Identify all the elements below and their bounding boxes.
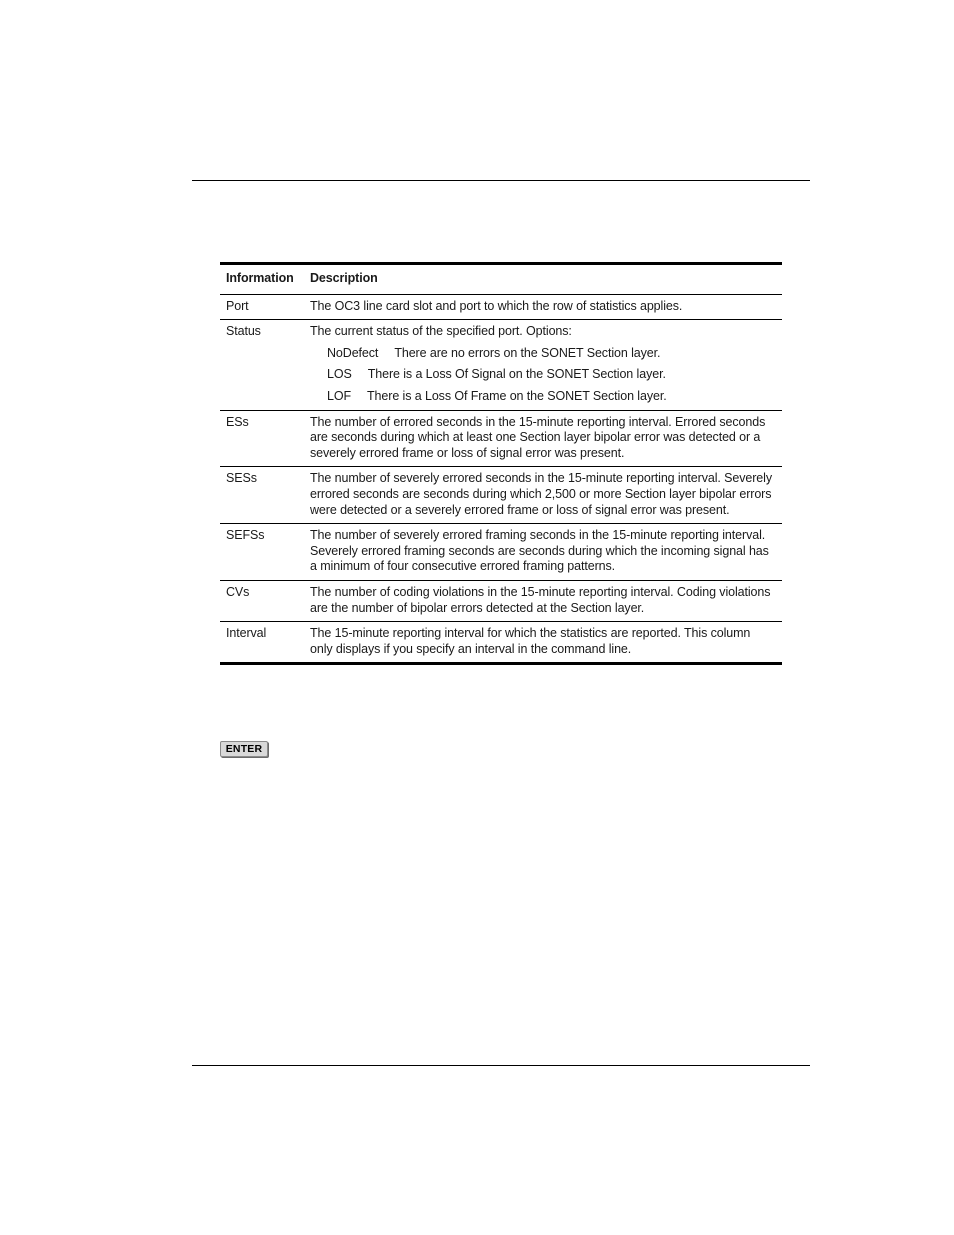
row-desc: The number of errored seconds in the 15-minute reporting interval. Errored seconds are seconds during which at least one Section layer bipolar error was detected or a severely errored frame or loss of signal error was present.	[304, 410, 782, 467]
status-option-lof	[327, 389, 776, 405]
row-desc: The number of severely errored seconds in the 15-minute reporting interval. Severely errored seconds are seconds during which 2,500 or more Section layer bipolar errors were detected or a severely errored frame or loss of signal error was present.	[304, 467, 782, 524]
row-info: Interval	[226, 626, 267, 641]
footer-rule	[192, 1065, 810, 1066]
table-row-interval	[220, 622, 782, 663]
option-term: LOF	[327, 388, 352, 403]
statistics-table	[220, 262, 782, 665]
table-row-cvs	[220, 580, 782, 621]
status-option-nodefect	[327, 346, 776, 362]
status-option-los	[327, 367, 776, 383]
row-info: Status	[220, 320, 304, 410]
row-desc: The number of severely errored framing seconds in the 15-minute reporting interval. Severely errored framing seconds are seconds during which the incoming signal has a minimum of four consecutive errored framing patterns.	[304, 524, 782, 581]
row-info: SESs	[220, 467, 304, 524]
header-rule	[192, 180, 810, 181]
enter-key-icon: ENTER	[220, 741, 268, 757]
row-desc-status	[304, 320, 782, 410]
table-row-status	[220, 320, 782, 410]
option-term: NoDefect	[327, 345, 379, 360]
table-row-port	[220, 294, 782, 320]
table-row-sess	[220, 467, 782, 524]
option-text: There are no errors on the SONET Section layer.	[394, 345, 661, 360]
row-desc: The OC3 line card slot and port to which the row of statistics applies.	[304, 294, 782, 320]
column-header-information: Information	[220, 265, 304, 294]
row-info: CVs	[220, 580, 304, 621]
row-info: SEFSs	[220, 524, 304, 581]
option-text: There is a Loss Of Signal on the SONET Section layer.	[367, 367, 666, 382]
table-row-sefss	[220, 524, 782, 581]
row-desc: The number of coding violations in the 15-minute reporting interval. Coding violations are the number of bipolar errors detected at the Section layer.	[304, 580, 782, 621]
row-info: ESs	[220, 410, 304, 467]
table-row-ess	[220, 410, 782, 467]
row-desc: The 15-minute reporting interval for which the statistics are reported. This column only displays if you specify an interval in the command line.	[310, 626, 751, 656]
column-header-description: Description	[304, 265, 782, 294]
status-intro: The current status of the specified port. Options:	[310, 324, 572, 339]
row-info: Port	[220, 294, 304, 320]
table-header-row	[220, 265, 782, 294]
option-text: There is a Loss Of Frame on the SONET Section layer.	[367, 388, 667, 403]
option-term: LOS	[327, 367, 352, 382]
